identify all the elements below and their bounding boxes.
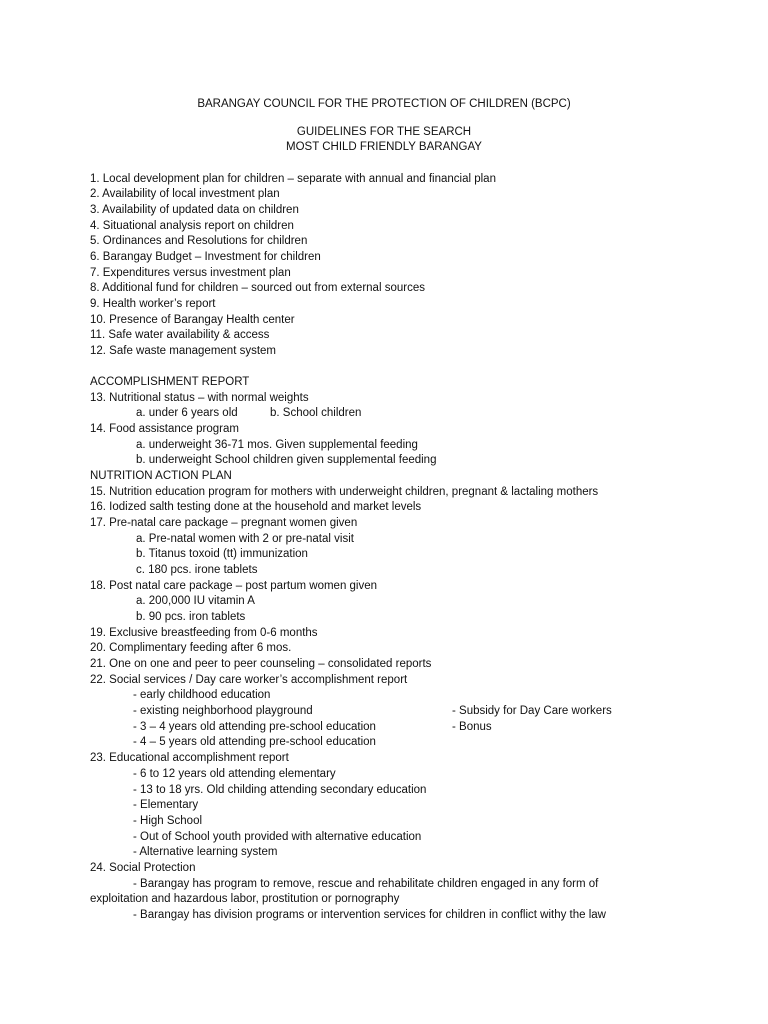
guideline-item: 9. Health worker’s report [90, 298, 216, 310]
list-subitem: - 3 – 4 years old attending pre-school education [133, 721, 376, 733]
list-subitem: c. 180 pcs. irone tablets [136, 564, 258, 576]
document-subtitle-line1: GUIDELINES FOR THE SEARCH [296, 126, 472, 138]
guideline-item: 5. Ordinances and Resolutions for children [90, 235, 308, 247]
list-subitem: b. underweight School children given supplemental feeding [136, 454, 437, 466]
list-item: 20. Complimentary feeding after 6 mos. [90, 642, 292, 654]
list-item: 13. Nutritional status – with normal weights [90, 392, 309, 404]
list-item: 23. Educational accomplishment report [90, 752, 289, 764]
guideline-item: 4. Situational analysis report on children [90, 220, 294, 232]
document-subtitle-line2: MOST CHILD FRIENDLY BARANGAY [286, 141, 482, 153]
guideline-item: 7. Expenditures versus investment plan [90, 267, 291, 279]
list-item: 15. Nutrition education program for mothers with underweight children, pregnant & lactaling mothers [90, 486, 599, 498]
list-subitem: - existing neighborhood playground [133, 705, 313, 717]
list-subitem: a. under 6 years old [136, 407, 238, 419]
guideline-item: 10. Presence of Barangay Health center [90, 314, 295, 326]
guideline-item: 12. Safe waste management system [90, 345, 277, 357]
list-subitem: - early childhood education [133, 689, 271, 701]
list-item: 21. One on one and peer to peer counseling – consolidated reports [90, 658, 432, 670]
guideline-item: 2. Availability of local investment plan [90, 188, 280, 200]
list-subitem: b. School children [270, 407, 362, 419]
list-subitem: - Alternative learning system [133, 846, 278, 858]
guideline-item: 11. Safe water availability & access [90, 329, 270, 341]
guideline-item: 1. Local development plan for children – separate with annual and financial plan [90, 173, 496, 185]
list-subitem: - Elementary [133, 799, 199, 811]
section-heading-nutrition: NUTRITION ACTION PLAN [90, 470, 232, 482]
list-subitem: - 13 to 18 yrs. Old childing attending secondary education [133, 784, 427, 796]
list-subitem: a. Pre-natal women with 2 or pre-natal visit [136, 533, 354, 545]
list-item: 17. Pre-natal care package – pregnant women given [90, 517, 358, 529]
list-subitem: b. 90 pcs. iron tablets [136, 611, 246, 623]
list-subitem: - Barangay has division programs or intervention services for children in conflict withy the law [133, 909, 606, 921]
list-item: 24. Social Protection [90, 862, 196, 874]
list-item: 19. Exclusive breastfeeding from 0-6 months [90, 627, 318, 639]
list-item: 14. Food assistance program [90, 423, 239, 435]
list-item: 16. Iodized salth testing done at the household and market levels [90, 501, 422, 513]
guideline-item: 3. Availability of updated data on children [90, 204, 299, 216]
document-title: BARANGAY COUNCIL FOR THE PROTECTION OF CHILDREN (BCPC) [197, 98, 571, 110]
list-subitem: a. 200,000 IU vitamin A [136, 595, 255, 607]
list-subitem: - Out of School youth provided with alternative education [133, 831, 422, 843]
guideline-item: 6. Barangay Budget – Investment for children [90, 251, 321, 263]
side-note: - Subsidy for Day Care workers [452, 705, 612, 717]
list-subitem-continuation: exploitation and hazardous labor, prostitution or pornography [90, 893, 400, 905]
section-heading-accomplishment: ACCOMPLISHMENT REPORT [90, 376, 250, 388]
list-subitem: a. underweight 36-71 mos. Given supplemental feeding [136, 439, 418, 451]
list-subitem: b. Titanus toxoid (tt) immunization [136, 548, 308, 560]
list-item: 18. Post natal care package – post partum women given [90, 580, 378, 592]
side-note: - Bonus [452, 721, 492, 733]
list-subitem: - 6 to 12 years old attending elementary [133, 768, 336, 780]
list-subitem: - Barangay has program to remove, rescue and rehabilitate children engaged in any form of [133, 878, 599, 890]
list-subitem: - 4 – 5 years old attending pre-school education [133, 736, 376, 748]
list-item: 22. Social services / Day care worker’s accomplishment report [90, 674, 408, 686]
list-subitem: - High School [133, 815, 203, 827]
guideline-item: 8. Additional fund for children – sourced out from external sources [90, 282, 425, 294]
